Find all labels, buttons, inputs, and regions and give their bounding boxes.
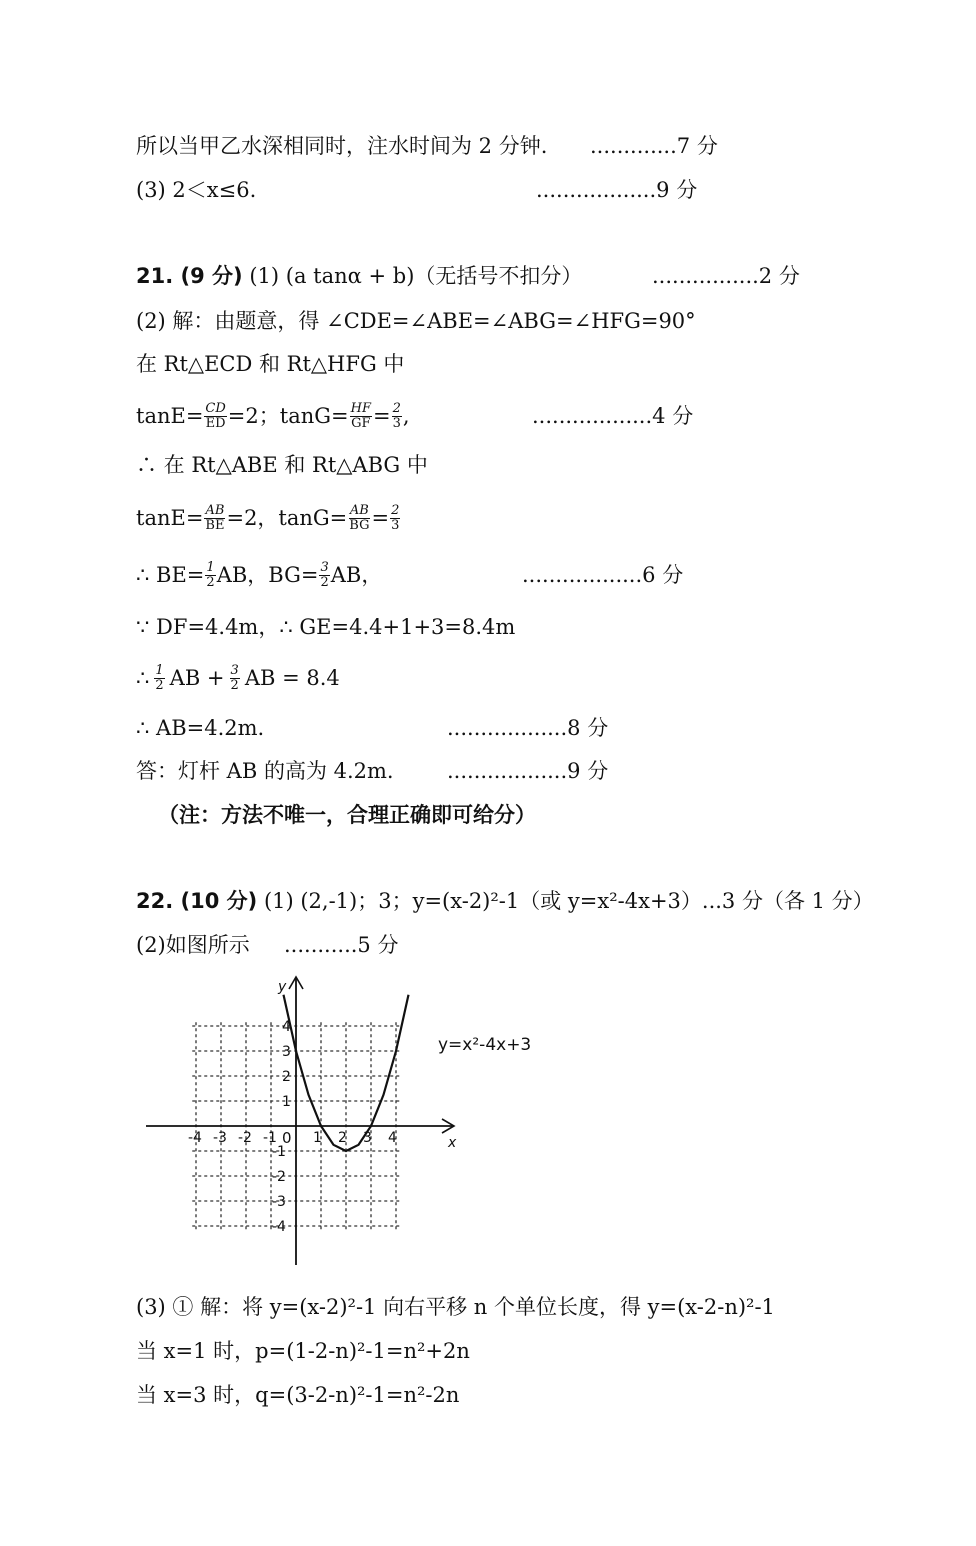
y-tick-label: 3 xyxy=(282,1044,291,1060)
fraction-denominator: 2 xyxy=(206,574,215,590)
be-prefix: ∴ BE= xyxy=(136,562,205,587)
q21-be-bg-line xyxy=(136,555,382,595)
be-mid: AB，BG= xyxy=(216,562,319,587)
q21-score-4: ..................4 分 xyxy=(532,404,694,428)
q21-part1: (1) (a tanα + b)（无括号不扣分） xyxy=(249,264,583,288)
x-tick-label: 4 xyxy=(388,1130,397,1146)
q21-part2: (2) 解：由题意，得 ∠CDE=∠ABE=∠ABG=∠HFG=90° xyxy=(136,309,696,333)
q21-note: （注：方法不唯一，合理正确即可给分） xyxy=(158,803,536,827)
x-tick-label: -3 xyxy=(213,1130,227,1146)
line-2: (3) 2＜x≤6. xyxy=(136,178,257,202)
sum-mid: AB + xyxy=(169,665,225,690)
x-tick-label: -2 xyxy=(238,1130,252,1146)
fraction-1-2 xyxy=(205,561,215,589)
x-axis-label: x xyxy=(448,1135,457,1151)
fraction-numerator: AB xyxy=(349,502,369,518)
fraction-denominator: BG xyxy=(349,517,370,533)
fraction-denominator: ED xyxy=(205,415,226,431)
tanE2-prefix: tanE= xyxy=(136,505,204,530)
y-tick-label: 1 xyxy=(282,1094,291,1110)
q21-tan-line-2 xyxy=(136,498,401,538)
x-tick-label: -1 xyxy=(263,1130,277,1146)
q21-in-triangles-1: 在 Rt△ECD 和 Rt△HFG 中 xyxy=(136,352,405,376)
q22-when-x3: 当 x=3 时，q=(3-2-n)²-1=n²-2n xyxy=(136,1383,460,1407)
q22-when-x1: 当 x=1 时，p=(1-2-n)²-1=n²+2n xyxy=(136,1339,470,1363)
fraction-denominator: BE xyxy=(205,517,225,533)
q21-in-triangles-2: ∴ 在 Rt△ABE 和 Rt△ABG 中 xyxy=(136,453,428,477)
fraction-ab-be xyxy=(204,504,225,532)
q22-part1-line xyxy=(136,891,874,912)
y-tick-label: -1 xyxy=(272,1144,286,1160)
line-1-score: .............7 分 xyxy=(590,134,718,158)
q21-score-8: ..................8 分 xyxy=(447,716,609,740)
line-1: 所以当甲乙水深相同时，注水时间为 2 分钟. xyxy=(136,134,548,158)
tanG-equals: = xyxy=(372,403,391,428)
y-tick-label: -2 xyxy=(272,1169,286,1185)
fraction-denominator: 2 xyxy=(230,677,239,693)
q22-part1: (1) (2,-1)；3；y=(x-2)²-1（或 y=x²-4x+3）...3 分（各 1 分） xyxy=(263,889,874,913)
fraction-denominator: 3 xyxy=(392,415,401,431)
x-tick-label: -4 xyxy=(188,1130,202,1146)
q22-part2: (2)如图所示 xyxy=(136,933,250,957)
fraction-1-2 xyxy=(154,664,164,692)
fraction-numerator: 2 xyxy=(391,502,400,518)
q21-score-9: ..................9 分 xyxy=(447,759,609,783)
sum-prefix: ∴ xyxy=(136,665,150,690)
fraction-numerator: 1 xyxy=(155,662,164,678)
y-tick-label: -4 xyxy=(272,1219,286,1235)
bg-end: AB， xyxy=(330,562,383,587)
fraction-denominator: 3 xyxy=(391,517,400,533)
fraction-2-3 xyxy=(392,402,402,430)
tanG2-equals: = xyxy=(371,505,390,530)
fraction-numerator: HF xyxy=(350,400,371,416)
y-tick-labels xyxy=(272,1019,291,1235)
x-tick-label: 2 xyxy=(338,1130,347,1146)
sum-end: AB = 8.4 xyxy=(244,665,340,690)
fraction-ab-bg xyxy=(348,504,370,532)
tanG-end: , xyxy=(402,403,410,428)
fraction-numerator: AB xyxy=(205,502,225,518)
fraction-cd-ed xyxy=(204,402,226,430)
q22-part3: (3) ① 解：将 y=(x-2)²-1 向右平移 n 个单位长度，得 y=(x-2-n)²-1 xyxy=(136,1295,775,1319)
line-2-score: ..................9 分 xyxy=(536,178,698,202)
y-tick-label: -3 xyxy=(272,1194,286,1210)
tanE-prefix: tanE= xyxy=(136,403,204,428)
fraction-denominator: 2 xyxy=(320,574,329,590)
tanE-post: =2；tanG= xyxy=(227,403,349,428)
q21-df-line: ∵ DF=4.4m，∴ GE=4.4+1+3=8.4m xyxy=(136,615,516,639)
y-axis-label: y xyxy=(278,979,287,995)
fraction-hf-gf xyxy=(350,402,372,430)
q21-header: 21. (9 分) xyxy=(136,264,243,288)
fraction-numerator: 3 xyxy=(320,559,329,575)
tanE2-post: =2，tanG= xyxy=(226,505,348,530)
fraction-denominator: GF xyxy=(351,415,371,431)
x-tick-label: 3 xyxy=(363,1130,372,1146)
fraction-numerator: CD xyxy=(205,400,226,416)
curve-label: y=x²-4x+3 xyxy=(438,1035,532,1055)
q21-ab-line: ∴ AB=4.2m. xyxy=(136,716,265,740)
q22-part2-score: ...........5 分 xyxy=(284,933,399,957)
fraction-numerator: 3 xyxy=(230,662,239,678)
q21-score-6: ..................6 分 xyxy=(522,563,684,587)
y-tick-label: 2 xyxy=(282,1069,291,1085)
fraction-2-3 xyxy=(390,504,400,532)
fraction-numerator: 2 xyxy=(392,400,401,416)
q21-part1-score: ................2 分 xyxy=(652,264,800,288)
y-tick-label: 4 xyxy=(282,1019,291,1035)
q21-part1-line xyxy=(136,266,582,287)
q21-tan-line-1 xyxy=(136,396,410,436)
fraction-3-2 xyxy=(319,561,329,589)
fraction-3-2 xyxy=(230,664,240,692)
fraction-denominator: 2 xyxy=(155,677,164,693)
x-tick-label: 1 xyxy=(313,1130,322,1146)
origin-label: 0 xyxy=(282,1129,292,1147)
q21-answer: 答：灯杆 AB 的高为 4.2m. xyxy=(136,759,394,783)
q21-sum-line xyxy=(136,658,340,698)
parabola-graph xyxy=(136,965,556,1275)
fraction-numerator: 1 xyxy=(206,559,215,575)
q22-header: 22. (10 分) xyxy=(136,889,258,913)
